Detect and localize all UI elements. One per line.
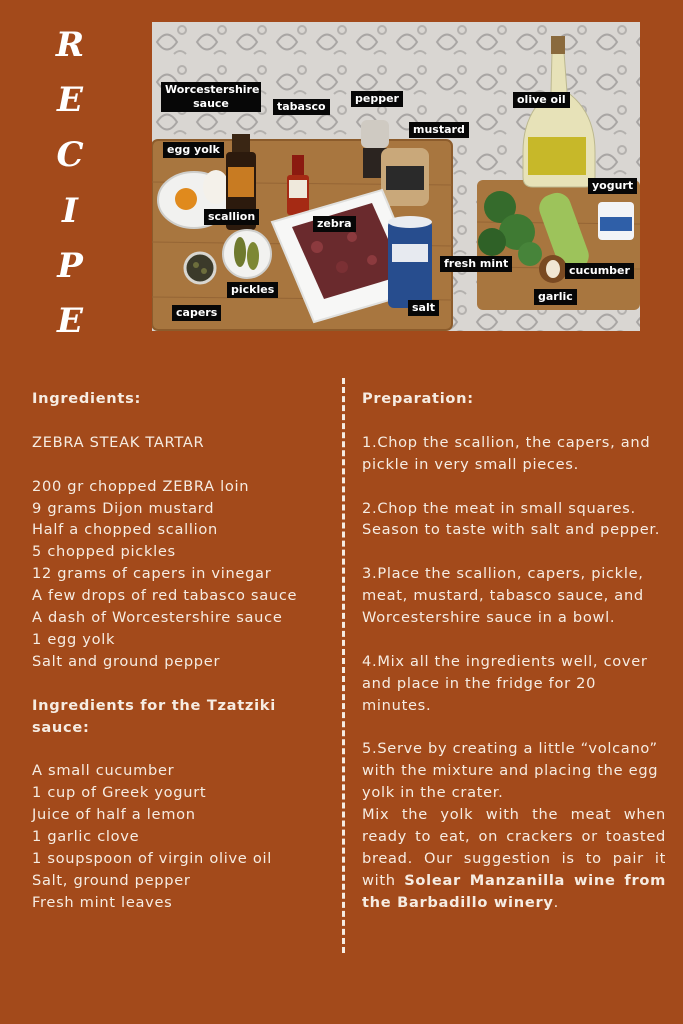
title-letter: C <box>56 135 84 176</box>
label-fresh-mint: fresh mint <box>440 256 512 272</box>
sauce-heading-line2: sauce: <box>32 718 90 736</box>
label-yogurt: yogurt <box>588 178 637 194</box>
title-letter: I <box>62 190 78 231</box>
sauce-ingredient-item: A small cucumber <box>32 762 175 780</box>
recipe-vertical-title <box>40 25 100 341</box>
sauce-heading-line1: Ingredients for the Tzatziki <box>32 696 276 714</box>
step-5-end: . <box>553 893 559 911</box>
label-tabasco: tabasco <box>273 99 330 115</box>
label-capers: capers <box>172 305 221 321</box>
preparation-column <box>362 388 666 914</box>
sauce-ingredient-item: Salt, ground pepper <box>32 871 191 889</box>
dish-title: ZEBRA STEAK TARTAR <box>32 433 205 451</box>
ingredient-item: Salt and ground pepper <box>32 652 221 670</box>
sauce-ingredient-list <box>32 760 332 913</box>
ingredients-illustration <box>152 22 640 331</box>
sauce-ingredient-item: 1 garlic clove <box>32 828 140 846</box>
label-egg-yolk: egg yolk <box>163 142 224 158</box>
ingredient-item: 5 chopped pickles <box>32 543 176 561</box>
step-5-text: Mix the yolk with the meat when ready to eat, on crackers or toasted bread. Our suggestion is to pair it with <box>362 806 666 889</box>
wine-suggestion: Solear Manzanilla wine from the Barbadillo winery <box>362 871 666 911</box>
preparation-step-4: 4.Mix all the ingredients well, cover and place in the fridge for 20 minutes. <box>362 652 648 714</box>
title-letter: E <box>57 80 83 121</box>
ingredients-heading: Ingredients: <box>32 390 141 407</box>
preparation-heading: Preparation: <box>362 390 474 407</box>
label-worcestershire: Worcestershire sauce <box>161 82 261 112</box>
label-scallion: scallion <box>204 209 259 225</box>
label-cucumber: cucumber <box>565 263 634 279</box>
label-olive-oil: olive oil <box>513 92 570 108</box>
column-divider <box>342 378 345 953</box>
ingredient-item: A dash of Worcestershire sauce <box>32 609 283 627</box>
preparation-step-1: 1.Chop the scallion, the capers, and pickle in very small pieces. <box>362 433 651 473</box>
ingredient-list <box>32 476 332 673</box>
label-pickles: pickles <box>227 282 278 298</box>
label-garlic: garlic <box>534 289 577 305</box>
ingredient-item: 1 egg yolk <box>32 630 116 648</box>
sauce-ingredient-item: 1 soupspoon of virgin olive oil <box>32 849 272 867</box>
title-letter: R <box>55 25 85 65</box>
label-mustard: mustard <box>409 122 469 138</box>
ingredient-item: A few drops of red tabasco sauce <box>32 587 298 605</box>
ingredient-item: Half a chopped scallion <box>32 521 218 539</box>
label-salt: salt <box>408 300 439 316</box>
sauce-ingredient-item: Fresh mint leaves <box>32 893 173 911</box>
preparation-step-5: 5.Serve by creating a little “volcano” with the mixture and placing the egg yolk in the crater. <box>362 740 659 802</box>
ingredients-photo <box>152 22 640 331</box>
preparation-step-2: 2.Chop the meat in small squares. Season to taste with salt and pepper. <box>362 499 661 539</box>
label-zebra: zebra <box>313 216 356 232</box>
ingredient-item: 200 gr chopped ZEBRA loin <box>32 477 250 495</box>
preparation-step-3: 3.Place the scallion, capers, pickle, meat, mustard, tabasco sauce, and Worcestershire sauce in a bowl. <box>362 565 644 627</box>
sauce-ingredient-item: Juice of half a lemon <box>32 806 196 824</box>
preparation-step-5-continued <box>362 804 666 914</box>
label-pepper: pepper <box>351 91 403 107</box>
title-letter: E <box>57 300 83 341</box>
ingredients-column <box>32 388 332 914</box>
title-letter: P <box>57 245 83 286</box>
ingredient-item: 12 grams of capers in vinegar <box>32 565 272 583</box>
sauce-ingredient-item: 1 cup of Greek yogurt <box>32 784 207 802</box>
ingredient-item: 9 grams Dijon mustard <box>32 499 215 517</box>
